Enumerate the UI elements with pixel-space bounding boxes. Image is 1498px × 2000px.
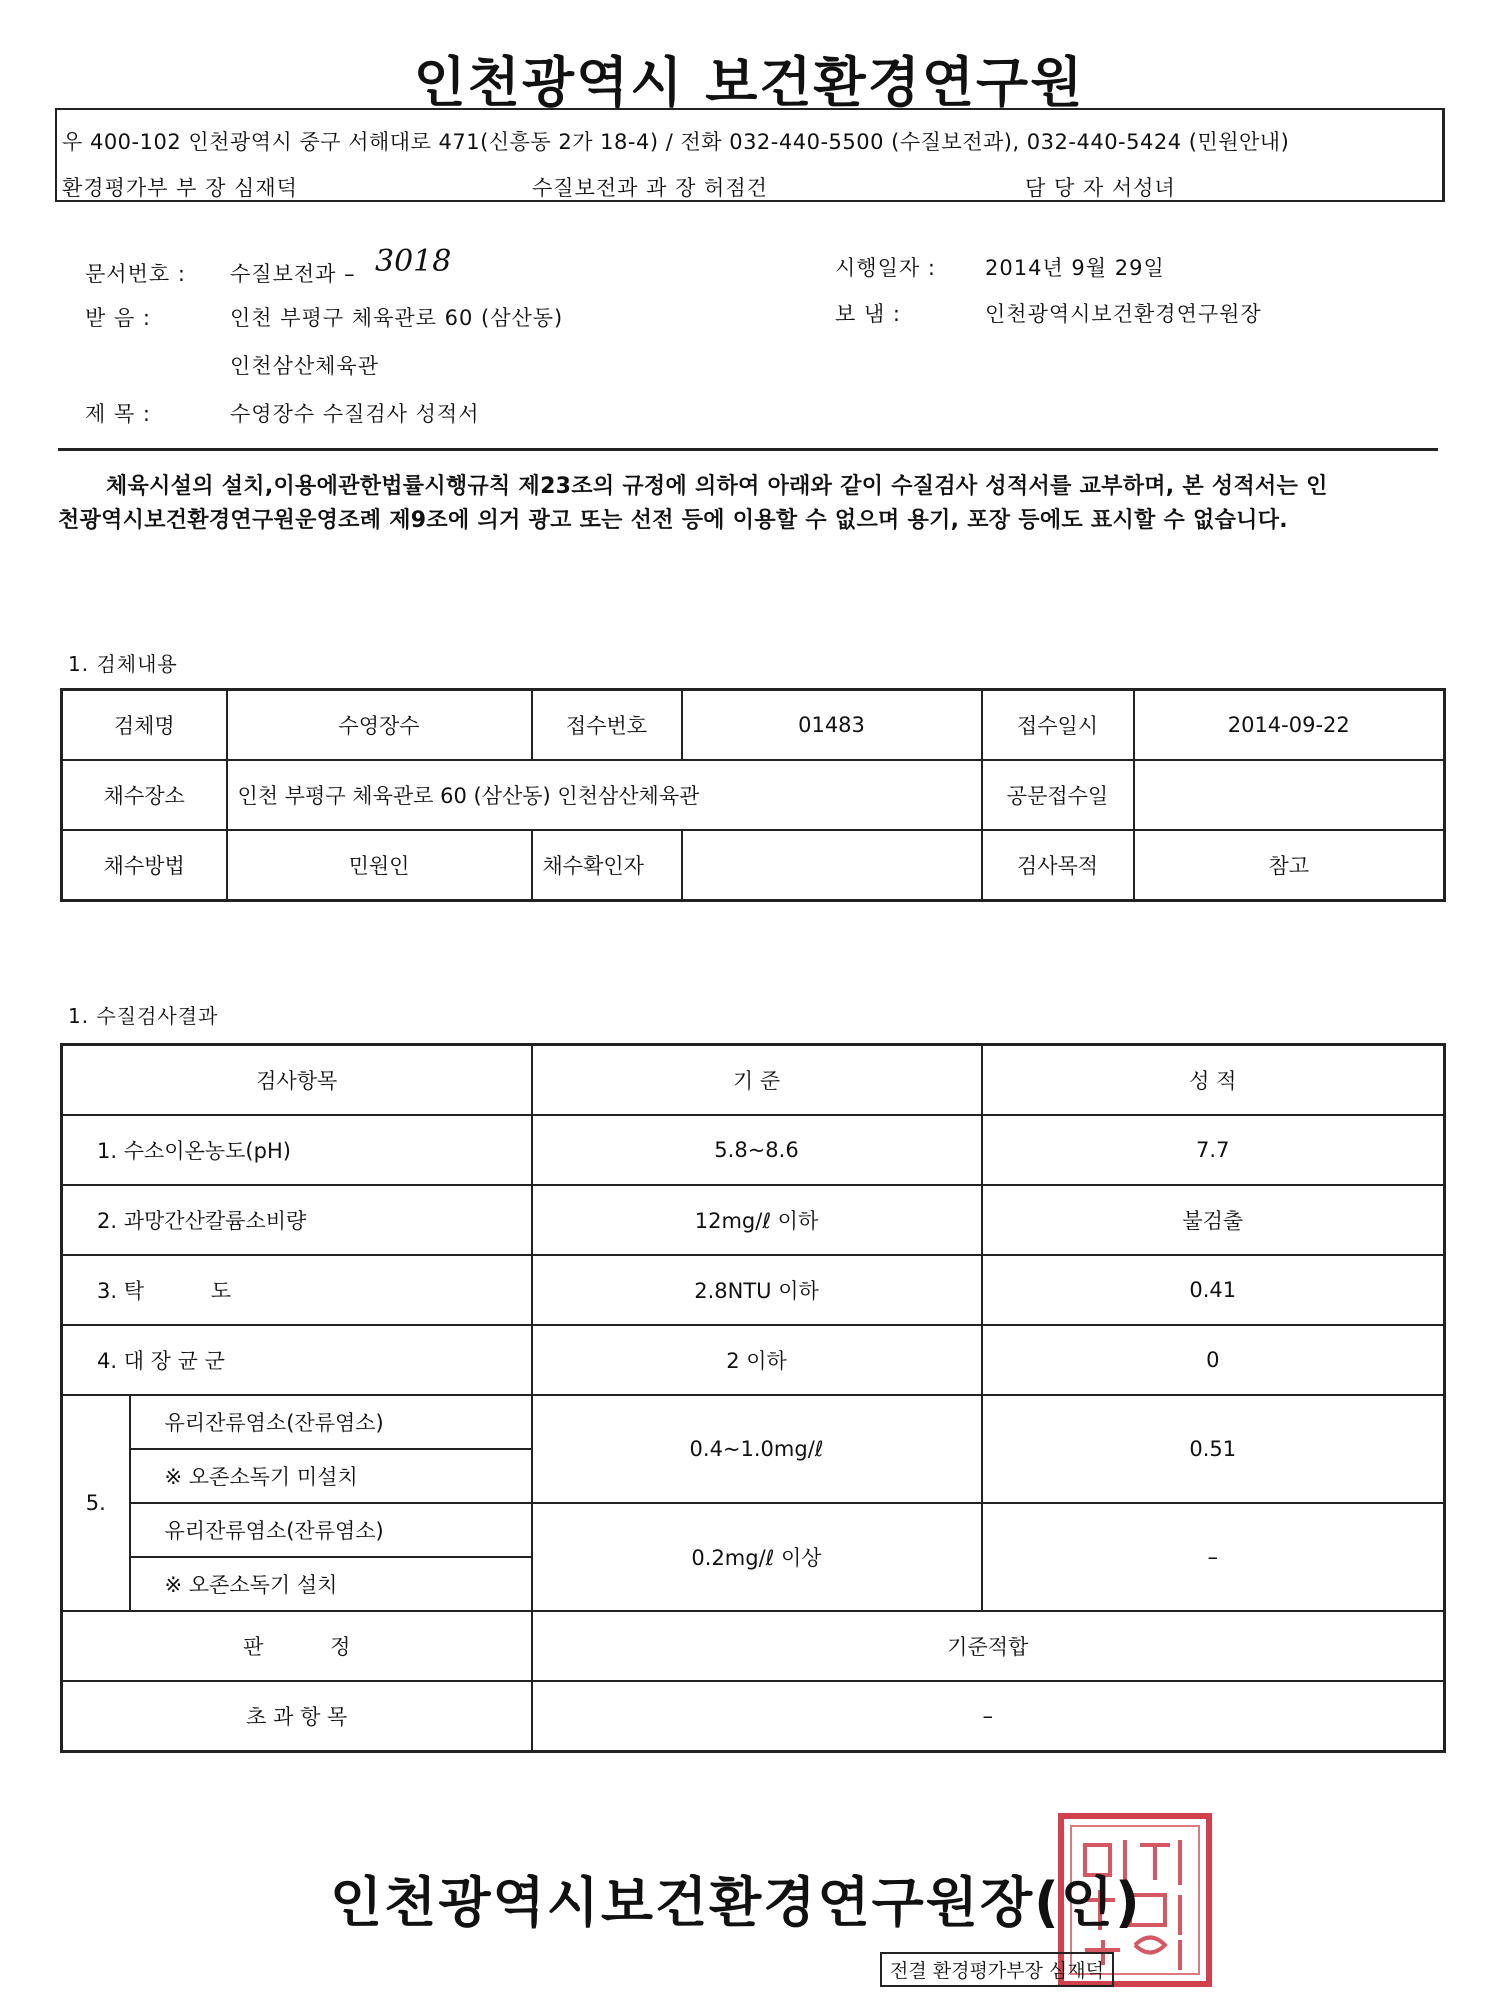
row5b-result: – bbox=[982, 1503, 1445, 1611]
col-result-header: 성 적 bbox=[982, 1045, 1445, 1116]
table-row bbox=[62, 1255, 1445, 1325]
divider bbox=[58, 448, 1438, 451]
row-result: 7.7 bbox=[982, 1115, 1445, 1185]
exceed-value: – bbox=[532, 1681, 1445, 1752]
row5-number: 5. bbox=[62, 1395, 130, 1611]
table-row bbox=[62, 1325, 1445, 1395]
row-result: 0 bbox=[982, 1325, 1445, 1395]
row-item: 3. 탁 도 bbox=[62, 1255, 532, 1325]
table-row bbox=[62, 1185, 1445, 1255]
place-label: 채수장소 bbox=[62, 760, 227, 830]
results-table bbox=[60, 1043, 1446, 1753]
confirmer-value bbox=[682, 830, 982, 901]
date-value: 2014년 9월 29일 bbox=[985, 256, 1165, 280]
sender-value: 인천광역시보건환경연구원장 bbox=[985, 302, 1262, 326]
notice-line-2: 천광역시보건환경연구원운영조례 제9조에 의거 광고 또는 선전 등에 이용할 수 없으며 용기, 포장 등에도 표시할 수 없습니다. bbox=[58, 508, 1288, 533]
sample-table bbox=[60, 688, 1446, 902]
date-label: 시행일자 : bbox=[835, 256, 936, 280]
row-standard: 5.8~8.6 bbox=[532, 1115, 982, 1185]
row5b-note: ※ 오존소독기 설치 bbox=[130, 1557, 532, 1611]
judgement-value: 기준적합 bbox=[532, 1611, 1445, 1681]
official-date-label: 공문접수일 bbox=[982, 760, 1134, 830]
row-standard: 2.8NTU 이하 bbox=[532, 1255, 982, 1325]
section-head: 수질보전과 과 장 허점건 bbox=[532, 176, 768, 200]
row-standard: 12mg/ℓ 이하 bbox=[532, 1185, 982, 1255]
col-item-header: 검사항목 bbox=[62, 1045, 532, 1116]
place-value: 인천 부평구 체육관로 60 (삼산동) 인천삼산체육관 bbox=[227, 760, 982, 830]
notice-text bbox=[58, 470, 1443, 538]
receipt-no-label: 접수번호 bbox=[532, 690, 682, 761]
purpose-label: 검사목적 bbox=[982, 830, 1134, 901]
doc-no-value: 수질보전과 – bbox=[230, 262, 356, 286]
subject-label: 제 목 : bbox=[85, 402, 151, 426]
results-section-title: 1. 수질검사결과 bbox=[68, 1004, 219, 1028]
table-row bbox=[62, 760, 1445, 830]
recipient-label: 받 음 : bbox=[85, 306, 151, 330]
purpose-value: 참고 bbox=[1134, 830, 1445, 901]
table-row bbox=[62, 1395, 1445, 1449]
sample-name-label: 검체명 bbox=[62, 690, 227, 761]
table-header-row bbox=[62, 1045, 1445, 1116]
dept-head: 환경평가부 부 장 심재덕 bbox=[62, 176, 298, 200]
row5a-standard: 0.4~1.0mg/ℓ bbox=[532, 1395, 982, 1503]
signature-box: 전결 환경평가부장 심재덕 bbox=[880, 1952, 1114, 1987]
receipt-date-label: 접수일시 bbox=[982, 690, 1134, 761]
row-item: 1. 수소이온농도(pH) bbox=[62, 1115, 532, 1185]
sample-name-value: 수영장수 bbox=[227, 690, 532, 761]
method-label: 채수방법 bbox=[62, 830, 227, 901]
address-line: 우 400-102 인천광역시 중구 서해대로 471(신흥동 2가 18-4) / 전화 032-440-5500 (수질보전과), 032-440-5424 (민원안내) bbox=[62, 130, 1290, 154]
table-row bbox=[62, 1681, 1445, 1752]
issuer-name: 인천광역시보건환경연구원장(인) bbox=[330, 1871, 1142, 1934]
judgement-label: 판 정 bbox=[62, 1611, 532, 1681]
sender-label: 보 냄 : bbox=[835, 302, 901, 326]
table-row bbox=[62, 830, 1445, 901]
recipient-value: 인천 부평구 체육관로 60 (삼산동) bbox=[230, 306, 564, 330]
table-row bbox=[62, 1503, 1445, 1557]
method-value: 민원인 bbox=[227, 830, 532, 901]
row5a-item: 유리잔류염소(잔류염소) bbox=[130, 1395, 532, 1449]
row-standard: 2 이하 bbox=[532, 1325, 982, 1395]
sample-section-title: 1. 검체내용 bbox=[68, 652, 178, 676]
confirmer-label: 채수확인자 bbox=[532, 830, 682, 901]
row5a-note: ※ 오존소독기 미설치 bbox=[130, 1449, 532, 1503]
receipt-no-value: 01483 bbox=[682, 690, 982, 761]
doc-no-label: 문서번호 : bbox=[85, 262, 186, 286]
row5b-standard: 0.2mg/ℓ 이상 bbox=[532, 1503, 982, 1611]
row-item: 2. 과망간산칼륨소비량 bbox=[62, 1185, 532, 1255]
row-result: 0.41 bbox=[982, 1255, 1445, 1325]
row5a-result: 0.51 bbox=[982, 1395, 1445, 1503]
table-row bbox=[62, 1611, 1445, 1681]
row-item: 4. 대 장 균 군 bbox=[62, 1325, 532, 1395]
staff-name: 담 당 자 서성녀 bbox=[1025, 176, 1176, 200]
doc-no-handwritten: 3018 bbox=[375, 244, 452, 279]
col-standard-header: 기 준 bbox=[532, 1045, 982, 1116]
row5b-item: 유리잔류염소(잔류염소) bbox=[130, 1503, 532, 1557]
document-title: 인천광역시 보건환경연구원 bbox=[413, 51, 1085, 114]
row-result: 불검출 bbox=[982, 1185, 1445, 1255]
notice-line-1: 체육시설의 설치,이용에관한법률시행규칙 제23조의 규정에 의하여 아래와 같이 수질검사 성적서를 교부하며, 본 성적서는 인 bbox=[106, 474, 1328, 499]
exceed-label: 초 과 항 목 bbox=[62, 1681, 532, 1752]
subject-value: 수영장수 수질검사 성적서 bbox=[230, 402, 480, 426]
receipt-date-value: 2014-09-22 bbox=[1134, 690, 1445, 761]
official-date-value bbox=[1134, 760, 1445, 830]
table-row bbox=[62, 690, 1445, 761]
table-row bbox=[62, 1115, 1445, 1185]
recipient-value-2: 인천삼산체육관 bbox=[230, 354, 380, 378]
